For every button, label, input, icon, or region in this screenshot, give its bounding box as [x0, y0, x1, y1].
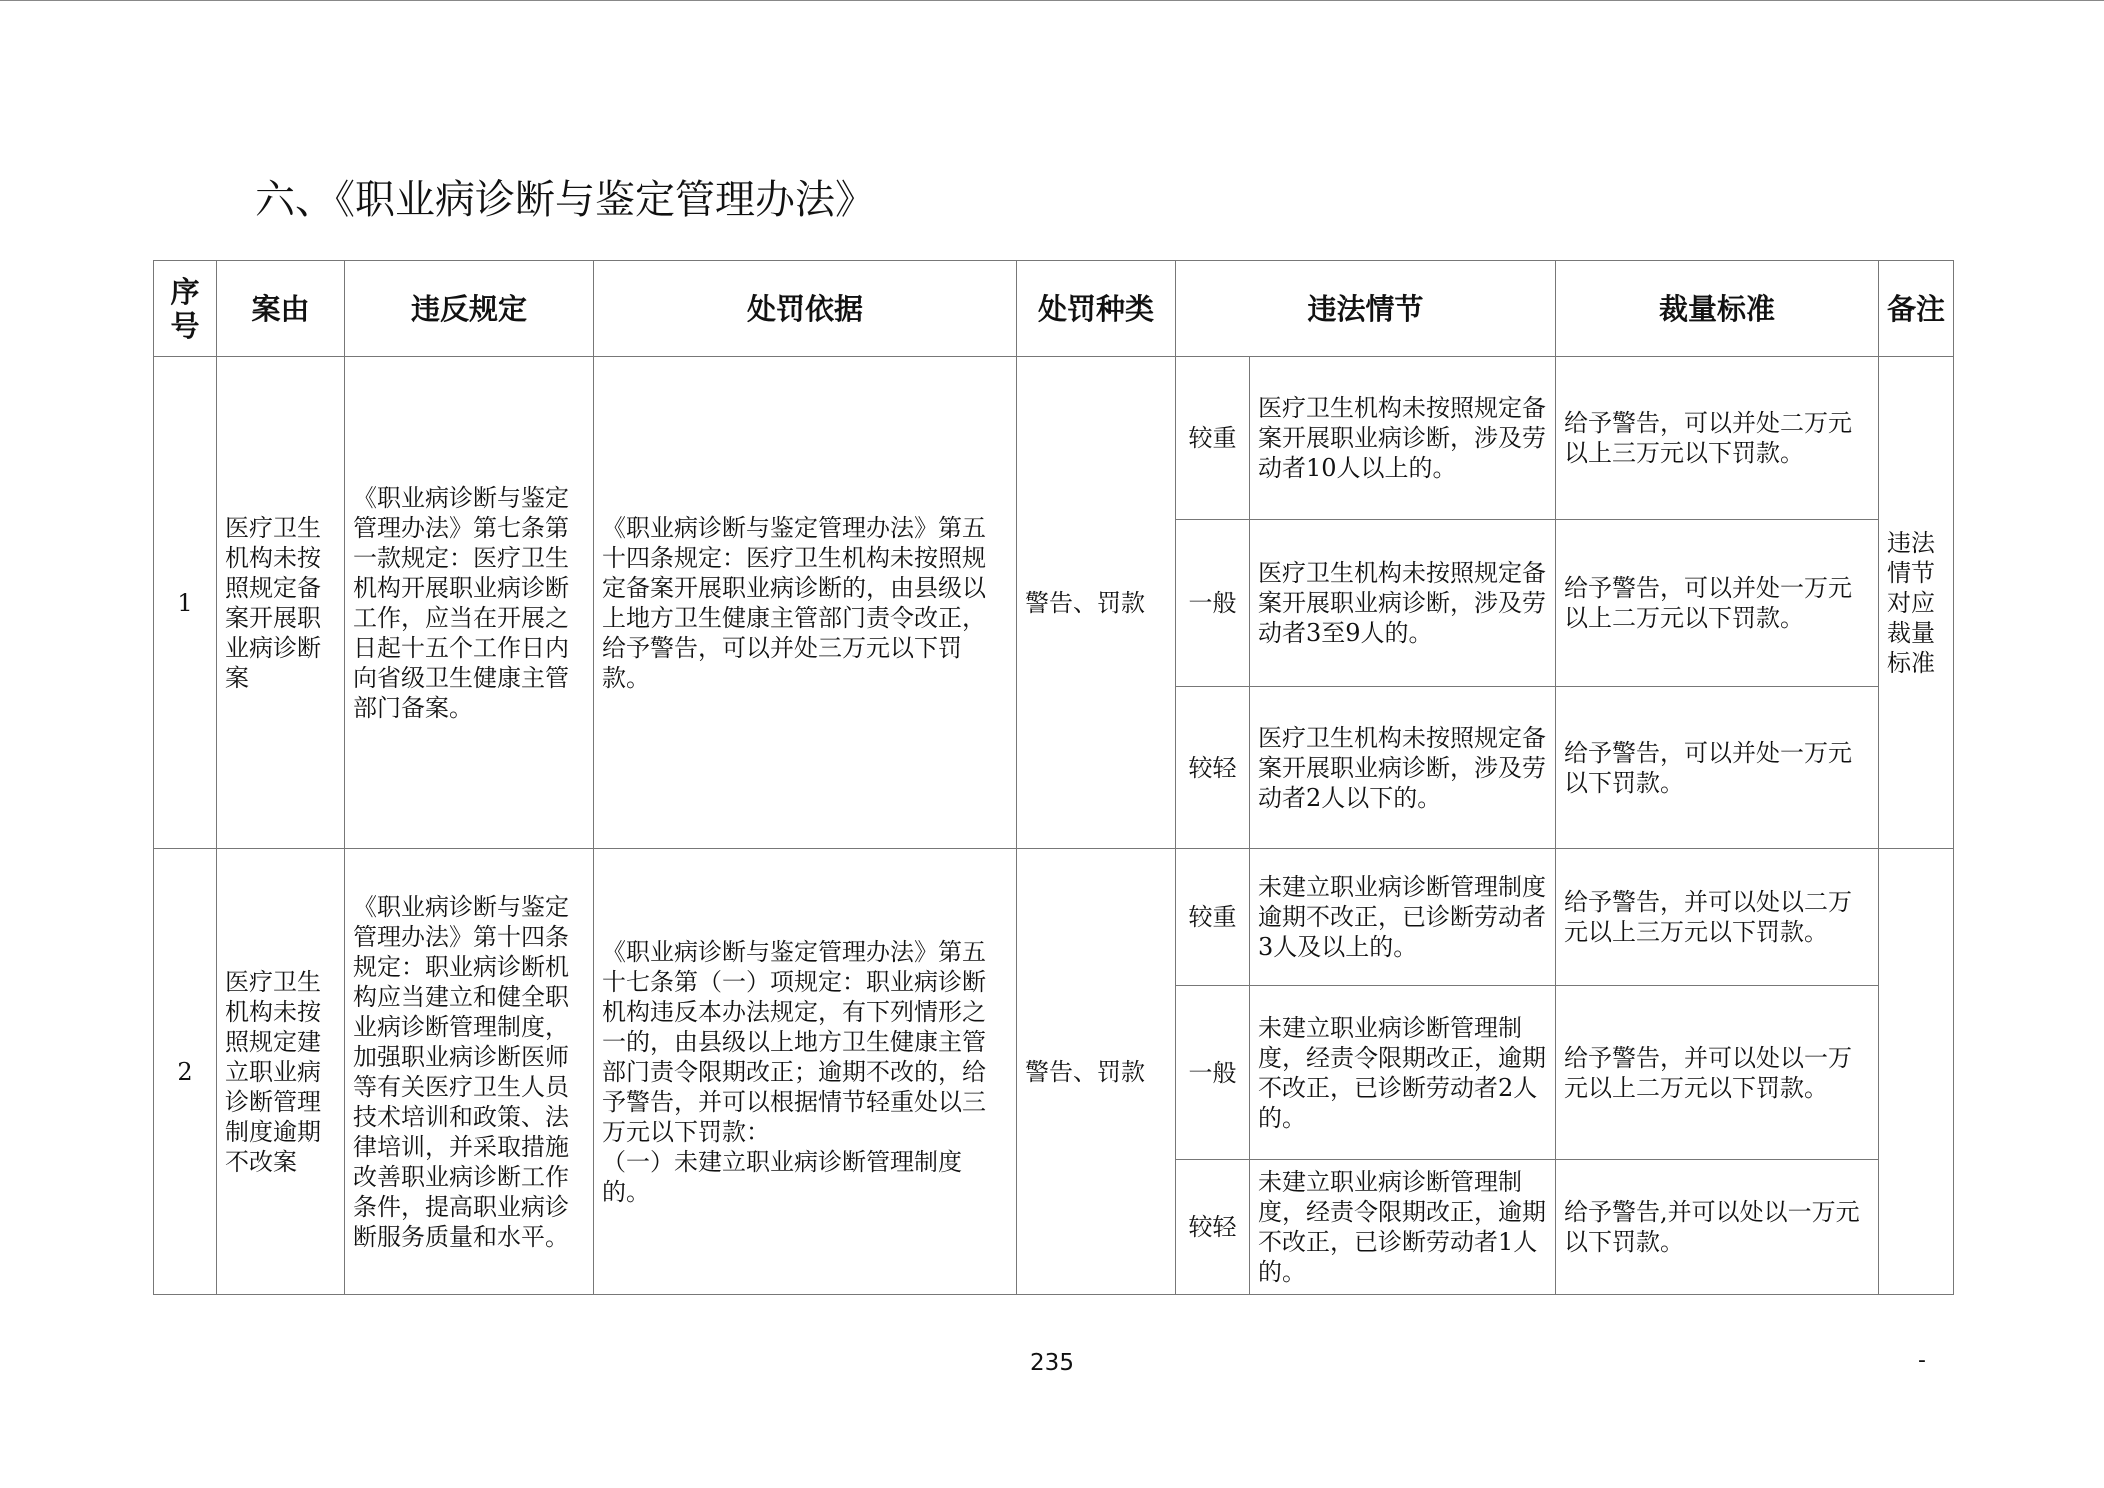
row-case: 医疗卫生机构未按照规定备案开展职业病诊断案: [217, 357, 345, 849]
top-border-line: [0, 0, 2104, 1]
row-note: [1879, 849, 1954, 1295]
level-circumstance: 医疗卫生机构未按照规定备案开展职业病诊断，涉及劳动者2人以下的。: [1250, 687, 1556, 849]
page-number: 235: [1030, 1350, 1074, 1376]
header-circumstance: 违法情节: [1176, 261, 1556, 357]
basis-item: （一）未建立职业病诊断管理制度的。: [602, 1147, 962, 1206]
header-violation: 违反规定: [345, 261, 594, 357]
table-row: [154, 357, 1954, 520]
page-title: 六、《职业病诊断与鉴定管理办法》: [255, 177, 875, 223]
level-label: 一般: [1176, 986, 1250, 1160]
row-violation: 《职业病诊断与鉴定管理办法》第十四条规定：职业病诊断机构应当建立和健全职业病诊断管理制度，加强职业病诊断医师等有关医疗卫生人员技术培训和政策、法律培训，并采取措施改善职业病诊断工作条件，提高职业病诊断服务质量和水平。: [345, 849, 594, 1295]
level-circumstance: 未建立职业病诊断管理制度，经责令限期改正，逾期不改正，已诊断劳动者2人的。: [1250, 986, 1556, 1160]
row-seq: 2: [154, 849, 217, 1295]
level-label: 较重: [1176, 849, 1250, 986]
level-circumstance: 未建立职业病诊断管理制度逾期不改正，已诊断劳动者3人及以上的。: [1250, 849, 1556, 986]
level-standard: 给予警告,并可以处以一万元以下罚款。: [1556, 1160, 1879, 1295]
header-standard: 裁量标准: [1556, 261, 1879, 357]
level-circumstance: 医疗卫生机构未按照规定备案开展职业病诊断，涉及劳动者10人以上的。: [1250, 357, 1556, 520]
row-seq: 1: [154, 357, 217, 849]
level-standard: 给予警告，并可以处以二万元以上三万元以下罚款。: [1556, 849, 1879, 986]
level-label: 一般: [1176, 520, 1250, 687]
header-basis: 处罚依据: [594, 261, 1017, 357]
level-circumstance: 未建立职业病诊断管理制度，经责令限期改正，逾期不改正，已诊断劳动者1人的。: [1250, 1160, 1556, 1295]
header-note: 备注: [1879, 261, 1954, 357]
row-violation: 《职业病诊断与鉴定管理办法》第七条第一款规定：医疗卫生机构开展职业病诊断工作，应当在开展之日起十五个工作日内向省级卫生健康主管部门备案。: [345, 357, 594, 849]
row-basis: [594, 849, 1017, 1295]
level-label: 较轻: [1176, 1160, 1250, 1295]
row-penalty-type: 警告、罚款: [1017, 357, 1176, 849]
level-standard: 给予警告，可以并处一万元以下罚款。: [1556, 687, 1879, 849]
header-case: 案由: [217, 261, 345, 357]
table-header-row: [154, 261, 1954, 357]
row-case: 医疗卫生机构未按照规定建立职业病诊断管理制度逾期不改案: [217, 849, 345, 1295]
header-seq: 序号: [154, 261, 217, 357]
level-standard: 给予警告，并可以处以一万元以上二万元以下罚款。: [1556, 986, 1879, 1160]
level-circumstance: 医疗卫生机构未按照规定备案开展职业病诊断，涉及劳动者3至9人的。: [1250, 520, 1556, 687]
level-standard: 给予警告，可以并处一万元以上二万元以下罚款。: [1556, 520, 1879, 687]
level-standard: 给予警告，可以并处二万元以上三万元以下罚款。: [1556, 357, 1879, 520]
row-basis: 《职业病诊断与鉴定管理办法》第五十四条规定：医疗卫生机构未按照规定备案开展职业病诊断的，由县级以上地方卫生健康主管部门责令改正，给予警告，可以并处三万元以下罚款。: [594, 357, 1017, 849]
row-penalty-type: 警告、罚款: [1017, 849, 1176, 1295]
row-note: 违法情节对应裁量标准: [1879, 357, 1954, 849]
corner-mark: -: [1918, 1348, 1926, 1373]
basis-text: 《职业病诊断与鉴定管理办法》第五十七条第（一）项规定：职业病诊断机构违反本办法规定，有下列情形之一的，由县级以上地方卫生健康主管部门责令限期改正；逾期不改的，给予警告，并可以根据情节轻重处以三万元以下罚款：: [602, 937, 986, 1146]
level-label: 较重: [1176, 357, 1250, 520]
header-penalty-type: 处罚种类: [1017, 261, 1176, 357]
level-label: 较轻: [1176, 687, 1250, 849]
penalty-standards-table: [153, 260, 1954, 1295]
table-row: [154, 849, 1954, 986]
